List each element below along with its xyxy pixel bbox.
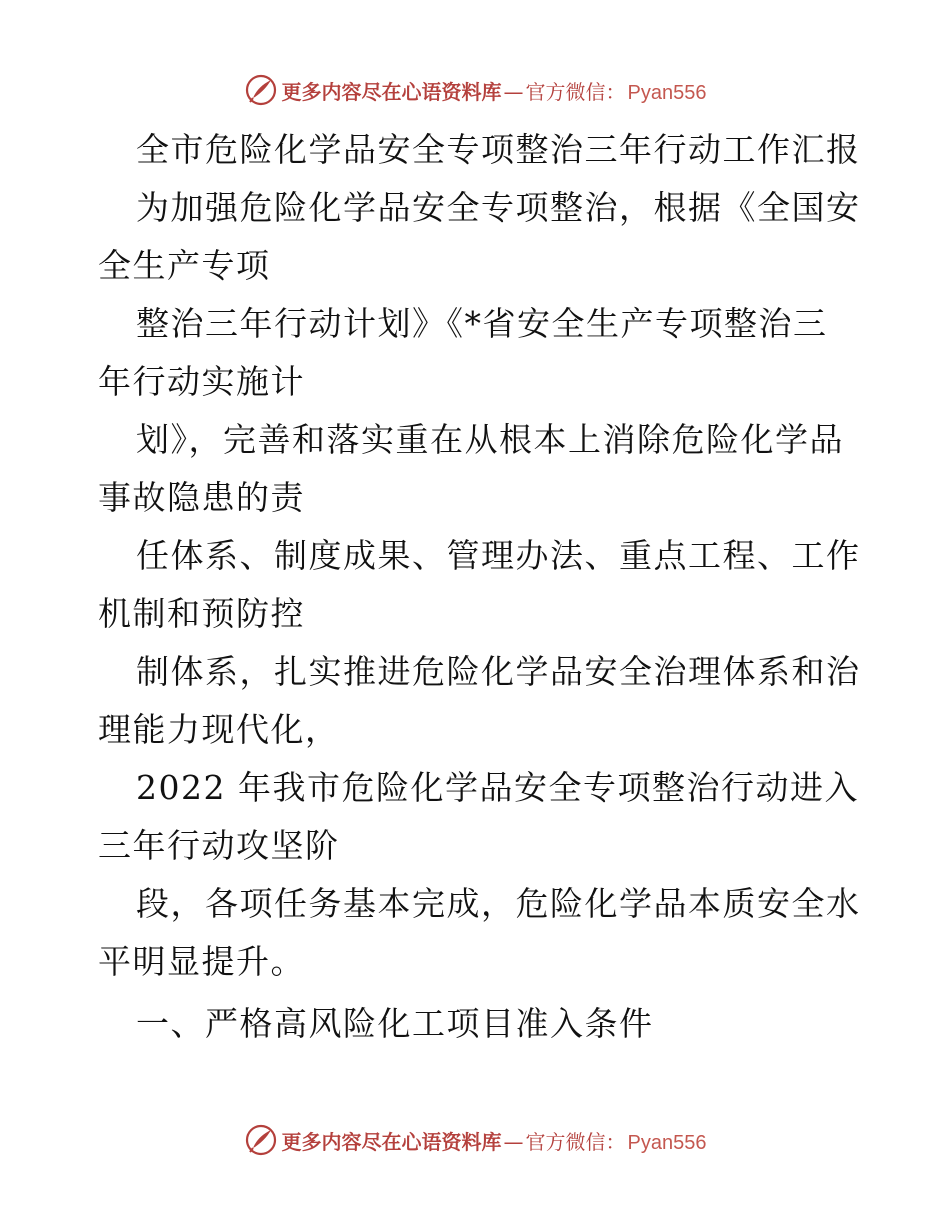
text-line: 年行动实施计	[98, 362, 305, 401]
quill-pen-logo-icon	[244, 1123, 278, 1157]
banner-separator: —	[503, 79, 524, 104]
text-line: 平明显提升。	[98, 942, 305, 981]
library-text: 更多内容尽在心语资料库	[281, 1129, 502, 1154]
section-heading: 一、严格高风险化工项目准入条件	[136, 1004, 654, 1043]
text-line: 全生产专项	[98, 246, 271, 285]
text-line: 制体系，扎实推进危险化学品安全治理体系和治	[136, 652, 861, 691]
wechat-label: 官方微信：	[525, 79, 626, 104]
text-line: 为加强危险化学品安全专项整治，根据《全国安	[136, 188, 861, 227]
text-line: 划》，完善和落实重在从根本上消除危险化学品	[136, 420, 844, 459]
text-line: 段，各项任务基本完成，危险化学品本质安全水	[136, 884, 861, 923]
library-text: 更多内容尽在心语资料库	[281, 79, 502, 104]
text-line: 机制和预防控	[98, 594, 305, 633]
text-line: 事故隐患的责	[98, 478, 305, 517]
wechat-id: Pyan556	[627, 1131, 707, 1154]
text-line: 理能力现代化，	[98, 710, 340, 749]
header-banner	[0, 70, 950, 110]
text-line: 整治三年行动计划》《*省安全生产专项整治三	[136, 304, 828, 343]
wechat-id: Pyan556	[627, 81, 707, 104]
text-line: 任体系、制度成果、管理办法、重点工程、工作	[136, 536, 861, 575]
document-title: 全市危险化学品安全专项整治三年行动工作汇报	[136, 130, 861, 169]
banner-text	[282, 76, 707, 105]
wechat-label: 官方微信：	[525, 1129, 626, 1154]
text-line: 2022 年我市危险化学品安全专项整治行动进入	[136, 768, 859, 807]
text-line: 三年行动攻坚阶	[98, 826, 340, 865]
banner-text	[282, 1126, 707, 1155]
banner-separator: —	[503, 1129, 524, 1154]
quill-pen-logo-icon	[244, 73, 278, 107]
footer-banner	[0, 1120, 950, 1160]
